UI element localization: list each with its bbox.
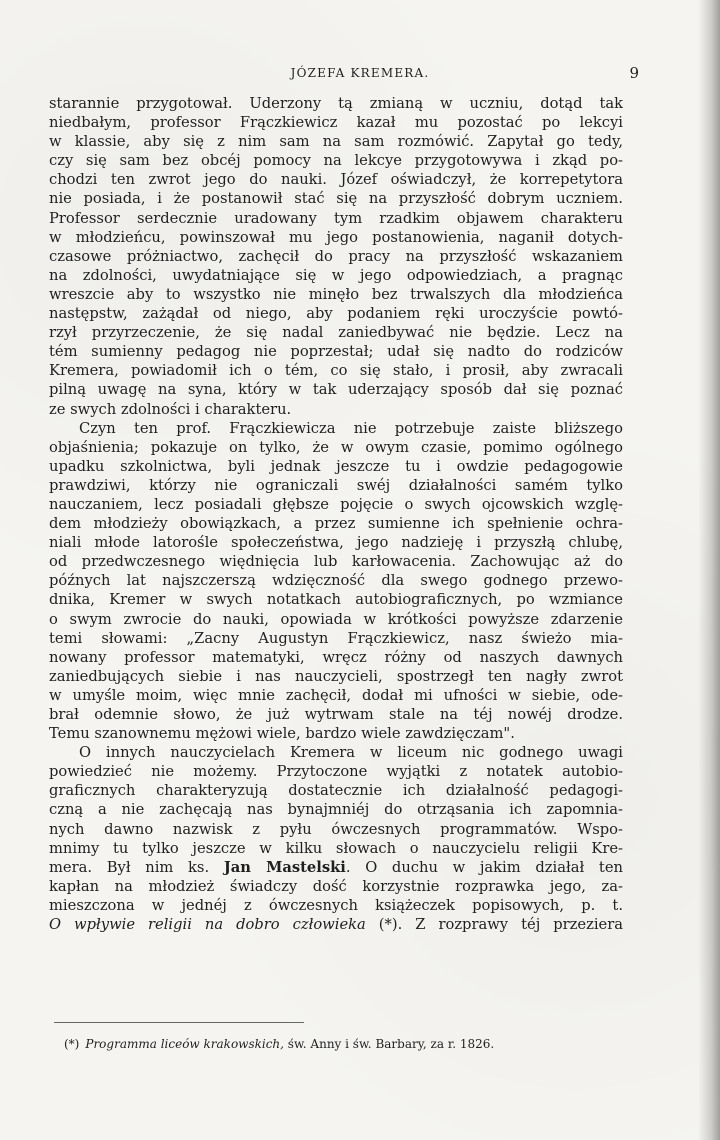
text-line: Temu szanownemu mężowi wiele, bardzo wiele zawdzięczam". xyxy=(49,725,515,743)
text-line: zaniedbujących siebie i nas nauczycieli, spostrzegł ten nagły zwrot xyxy=(49,667,623,685)
text-line: następstw, zażądał od niego, aby podaniem ręki uroczyście powtó- xyxy=(49,305,623,323)
text-line: starannie przygotował. Uderzony tą zmianą w uczniu, dotąd tak xyxy=(49,95,623,112)
text-line: nowany professor matematyki, wręcz różny od naszych dawnych xyxy=(49,648,623,666)
text-line: nie posiada, i że postanowił stać się na przyszłość dobrym uczniem. xyxy=(49,190,623,208)
text-line: nych dawno nazwisk z pyłu ówczesnych programmatów. Wspo- xyxy=(49,820,623,838)
text-line: dem młodzieży obowiązkach, a przez sumienne ich spełnienie ochra- xyxy=(49,515,623,533)
text-fragment: (*). Z rozprawy téj przeziera xyxy=(365,916,623,934)
text-line: mnimy tu tylko jeszcze w kilku słowach o nauczycielu religii Kre- xyxy=(49,839,623,857)
footnote-mark: (*) xyxy=(64,1037,80,1051)
text-line: od przedwczesnego więdnięcia lub karłowacenia. Zachowując aż do xyxy=(49,553,623,571)
text-line: ze swych zdolności i charakteru. xyxy=(49,400,292,418)
text-line: wreszcie aby to wszystko nie minęło bez trwalszych dla młodzieńca xyxy=(49,285,623,303)
text-line: O innych nauczycielach Kremera w liceum nic godnego uwagi xyxy=(79,744,623,762)
text-line: tém sumienny pedagog nie poprzestał; udał się nadto do rodziców xyxy=(49,343,623,361)
text-line: objaśnienia; pokazuje on tylko, że w owym czasie, pomimo ogólnego xyxy=(49,438,623,456)
text-line: niedbałym, professor Frączkiewicz kazał mu pozostać po lekcyi xyxy=(49,114,623,132)
text-line: temi słowami: „Zacny Augustyn Frączkiewicz, nasz świeżo mia- xyxy=(49,629,623,647)
text-line: w klassie, aby się z nim sam na sam rozmówić. Zapytał go tedy, xyxy=(49,133,623,151)
footnote-text: św. Anny i św. Barbary, za r. 1826. xyxy=(283,1037,495,1051)
text-line: graficznych charakteryzują dostatecznie ich działalność pedagogi- xyxy=(49,782,623,800)
text-line: w młodzieńcu, powinszował mu jego postanowienia, naganił dotych- xyxy=(49,228,623,246)
text-line: kapłan na młodzież świadczy dość korzystnie rozprawka jego, za- xyxy=(49,877,623,895)
footnote-title: Programma liceów krakowskich, xyxy=(85,1037,284,1051)
text-line: Czyn ten prof. Frączkiewicza nie potrzebuje zaiste bliższego xyxy=(79,419,623,437)
text-line: pilną uwagę na syna, który w tak uderzający sposób dał się poznać xyxy=(49,381,623,399)
body-text xyxy=(49,94,623,1014)
text-line: chodzi ten zwrot jego do nauki. Józef oświadczył, że korrepetytora xyxy=(49,171,623,189)
text-line: mieszczona w jednéj z ówczesnych książeczek popisowych, p. t. xyxy=(49,896,623,914)
page-edge-shadow xyxy=(698,0,720,1140)
text-line: prawdziwi, którzy nie ograniczali swéj działalności samém tylko xyxy=(49,476,623,494)
text-line: o swym zwrocie do nauki, opowiada w krótkości powyższe zdarzenie xyxy=(49,610,623,628)
paragraph-2 xyxy=(49,419,623,744)
work-title: O wpływie religii na dobro człowieka xyxy=(49,916,366,934)
text-line: Professor serdecznie uradowany tym rzadkim objawem charakteru xyxy=(49,209,623,227)
text-fragment: . O duchu w jakim działał ten xyxy=(345,858,623,876)
running-head: JÓZEFA KREMERA. xyxy=(290,66,430,80)
text-line: dnika, Kremer w swych notatkach autobiograficznych, po wzmiance xyxy=(49,591,623,609)
text-line: czy się sam bez obcéj pomocy na lekcye przygotowywa i zkąd po- xyxy=(49,152,623,170)
page-header xyxy=(0,64,720,86)
text-line: rzył przyrzeczenie, że się nadal zaniedbywać nie będzie. Lecz na xyxy=(49,324,623,342)
text-line xyxy=(49,915,623,934)
text-line: niali młode latorośle społeczeństwa, jego nadzieję i przyszłą chlubę, xyxy=(49,534,623,552)
text-line: powiedzieć nie możemy. Przytoczone wyjątki z notatek autobio- xyxy=(49,763,623,781)
text-line: w umyśle moim, więc mnie zachęcił, dodał mi ufności w siebie, ode- xyxy=(49,686,623,704)
text-line: późnych lat najszczerszą wdzięczność dla swego godnego przewo- xyxy=(49,572,623,590)
text-line: nauczaniem, lecz posiadali głębsze pojęcie o swych ojcowskich wzglę- xyxy=(49,495,623,513)
text-fragment: mera. Był nim ks. xyxy=(49,858,224,876)
text-line: brał odemnie słowo, że już wytrwam stale na téj nowéj drodze. xyxy=(49,706,623,723)
text-line: upadku szkolnictwa, byli jednak jeszcze tu i owdzie pedagogowie xyxy=(49,457,623,475)
paragraph-1 xyxy=(49,94,623,419)
paragraph-3 xyxy=(49,743,623,934)
text-line xyxy=(49,858,623,877)
person-name: Jan Mastelski xyxy=(223,858,346,876)
text-line: czasowe próżniactwo, zachęcił do pracy na przyszłość wskazaniem xyxy=(49,247,623,265)
text-line: Kremera, powiadomił ich o tém, co się stało, i prosił, aby zwracali xyxy=(49,362,623,380)
footnote xyxy=(64,1036,624,1052)
text-line: czną a nie zachęcają nas bynajmniéj do otrząsania ich zapomnia- xyxy=(49,801,623,819)
text-line: na zdolności, uwydatniające się w jego odpowiedziach, a pragnąc xyxy=(49,266,623,284)
page-number: 9 xyxy=(629,64,639,82)
footnote-divider xyxy=(54,1022,304,1023)
